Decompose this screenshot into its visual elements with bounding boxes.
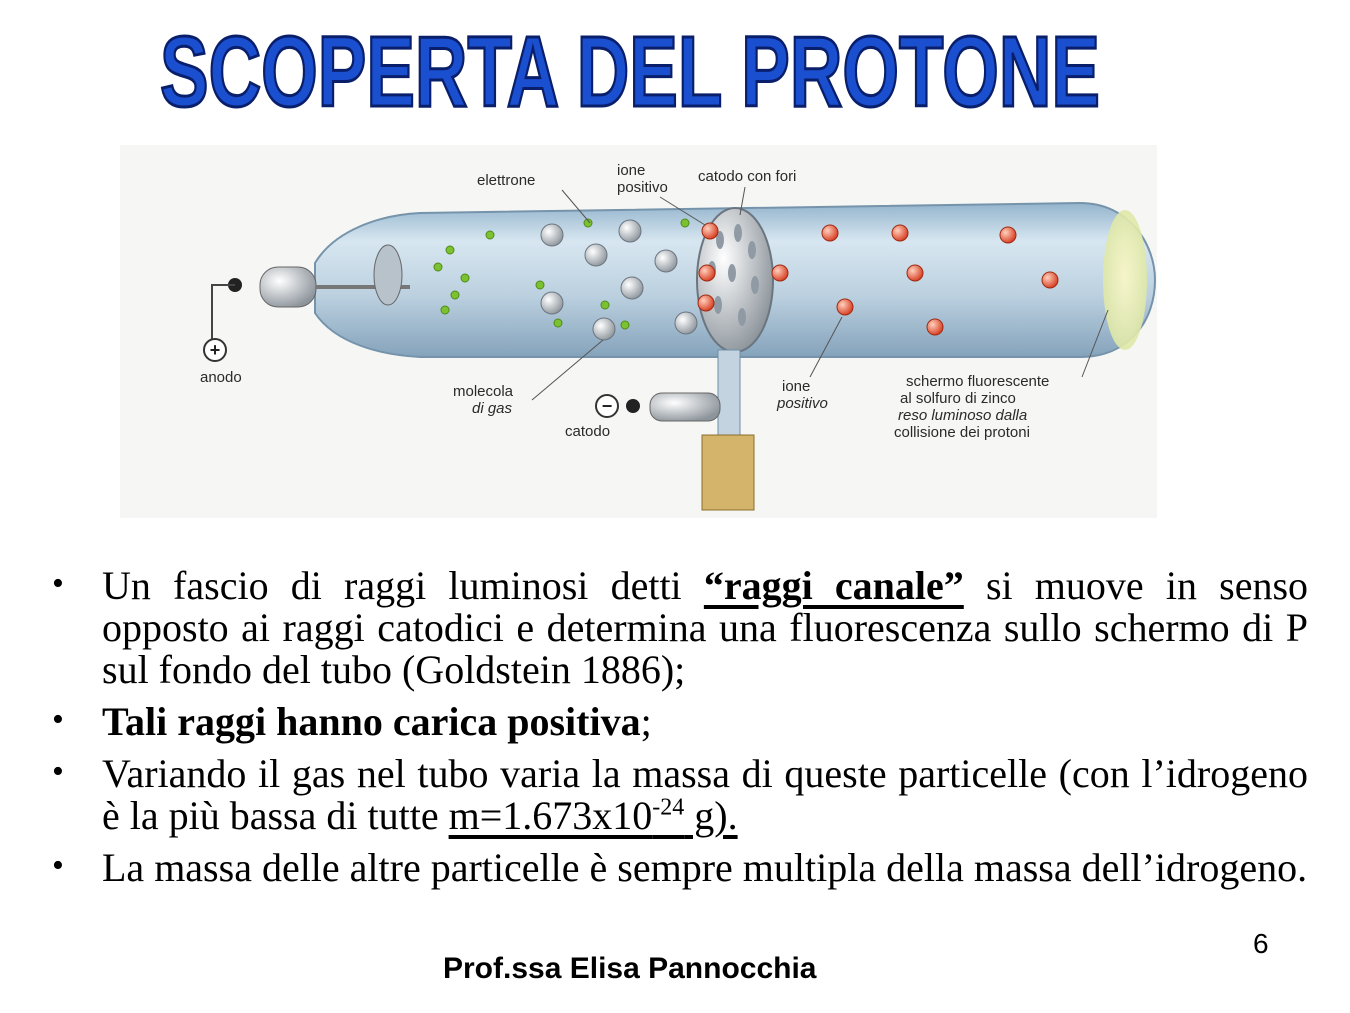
bullet-1-post: si muove in senso opposto ai raggi catodici e determina una fluorescenza sullo schermo di P sul fondo del tubo (Goldstein 1886); — [102, 563, 1309, 692]
cathode-base — [702, 435, 754, 510]
label-ione-bottom-2: positivo — [777, 395, 828, 412]
bullet-list — [52, 565, 1308, 899]
label-ione-bottom-1: ione — [782, 378, 811, 395]
bullet-1-pre: Un fascio di raggi luminosi detti — [102, 563, 704, 608]
label-ione-top-1: ione — [617, 162, 646, 179]
label-schermo-2: al solfuro di zinco — [900, 390, 1016, 407]
mass-value — [449, 793, 738, 838]
bullet-1-emphasis: “raggi canale” — [703, 563, 964, 608]
bullet-symbol: • — [52, 701, 64, 738]
label-molecola-1: molecola — [453, 383, 514, 400]
mass-exponent: -24 — [652, 794, 685, 821]
bullet-4-text: La massa delle altre particelle è sempre multipla della massa dell’idrogeno. — [102, 845, 1308, 890]
label-molecola-2: di gas — [472, 400, 513, 417]
bullet-item — [52, 701, 1308, 743]
canal-ray-tube-diagram — [120, 145, 1157, 518]
cathode-connector — [650, 393, 720, 421]
bullet-item — [52, 565, 1308, 691]
anode-cap — [260, 267, 316, 307]
anode-sign: + — [209, 340, 221, 360]
bullet-item — [52, 847, 1308, 889]
label-anodo: anodo — [200, 369, 242, 386]
bullet-3-pre: Variando il gas nel tubo varia la massa di queste particelle (con l’idrogeno è la più bassa di tutte — [102, 751, 1308, 838]
bullet-symbol: • — [52, 847, 64, 884]
bullet-2-post: ; — [640, 699, 652, 744]
slide-title — [150, 14, 1110, 126]
bullet-2-bold: Tali raggi hanno carica positiva — [102, 699, 641, 744]
page-number: 6 — [1253, 928, 1269, 959]
label-ione-top-2: positivo — [617, 179, 668, 196]
cathode-terminal — [626, 399, 640, 413]
fluorescent-screen — [1103, 210, 1147, 350]
mass-base: m=1.673x10 — [448, 793, 653, 838]
label-elettrone: elettrone — [477, 172, 536, 189]
cathode-stem — [718, 350, 740, 435]
anode-disc — [374, 245, 402, 305]
bullet-item — [52, 753, 1308, 837]
label-catodo-con-fori: catodo con fori — [698, 168, 797, 185]
bullet-symbol: • — [52, 753, 64, 790]
mass-unit: g). — [684, 793, 738, 838]
author-footer: Prof.ssa Elisa Pannocchia — [443, 952, 817, 985]
label-schermo-3: reso luminoso dalla — [898, 407, 1028, 424]
slide-title-text: SCOPERTA DEL PROTONE — [160, 16, 1100, 128]
label-catodo: catodo — [565, 423, 611, 440]
cathode-sign: − — [601, 396, 613, 416]
bullet-symbol: • — [52, 565, 64, 602]
label-schermo-4: collisione dei protoni — [894, 424, 1030, 441]
label-schermo-1: schermo fluorescente — [906, 373, 1050, 390]
